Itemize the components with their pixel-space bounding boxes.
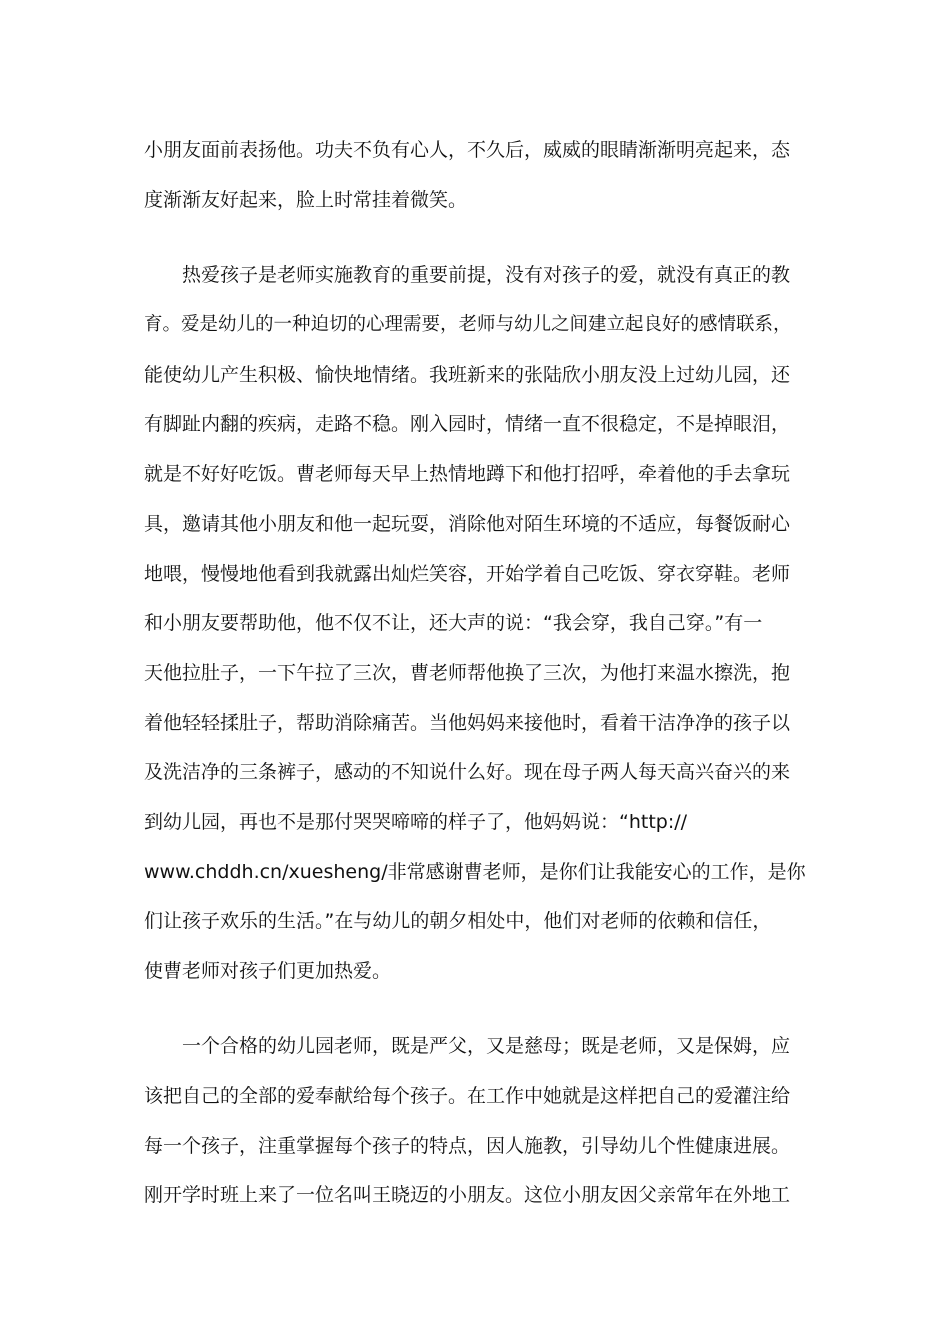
text-line: 育。爱是幼儿的一种迫切的心理需要，老师与幼儿之间建立起良好的感情联系， — [144, 314, 792, 335]
text-line: 们让孩子欢乐的生活。”在与幼儿的朝夕相处中，他们对老师的依赖和信任， — [144, 910, 772, 932]
text-line: 刚开学时班上来了一位名叫王晓迈的小朋友。这位小朋友因父亲常年在外地工 — [144, 1184, 791, 1206]
text-line: 度渐渐友好起来，脸上时常挂着微笑。 — [144, 189, 468, 211]
text-line: 及洗洁净的三条裤子，感动的不知说什么好。现在母子两人每天高兴奋兴的来 — [144, 761, 791, 783]
text-line: www.chddh.cn/xuesheng/非常感谢曹老师，是你们让我能安心的工作，是你 — [144, 861, 806, 883]
text-line: 着他轻轻揉肚子，帮助消除痛苦。当他妈妈来接他时，看着干洁净净的孩子以 — [144, 712, 791, 734]
text-line: 具，邀请其他小朋友和他一起玩耍，消除他对陌生环境的不适应，每餐饭耐心 — [144, 513, 791, 535]
text-line: 热爱孩子是老师实施教育的重要前提，没有对孩子的爱，就没有真正的教 — [182, 264, 791, 286]
text-line: 到幼儿园，再也不是那付哭哭啼啼的样子了，他妈妈说：“http:// — [144, 811, 688, 833]
text-line: 地喂，慢慢地他看到我就露出灿烂笑容，开始学着自己吃饭、穿衣穿鞋。老师 — [144, 563, 791, 585]
text-line: 有脚趾内翻的疾病，走路不稳。刚入园时，情绪一直不很稳定，不是掉眼泪， — [144, 413, 791, 435]
text-line: 天他拉肚子，一下午拉了三次，曹老师帮他换了三次，为他打来温水擦洗，抱 — [144, 662, 791, 684]
text-line: 使曹老师对孩子们更加热爱。 — [144, 960, 392, 982]
text-line: 一个合格的幼儿园老师，既是严父，又是慈母；既是老师，又是保姆，应 — [182, 1035, 791, 1057]
text-line: 和小朋友要帮助他，他不仅不让，还大声的说：“我会穿，我自己穿。”有一 — [144, 612, 763, 634]
text-line: 就是不好好吃饭。曹老师每天早上热情地蹲下和他打招呼，牵着他的手去拿玩 — [144, 463, 791, 485]
text-line: 该把自己的全部的爱奉献给每个孩子。在工作中她就是这样把自己的爱灌注给 — [144, 1085, 791, 1107]
text-line: 每一个孩子，注重掌握每个孩子的特点，因人施教，引导幼儿个性健康进展。 — [144, 1135, 791, 1157]
text-line: 能使幼儿产生积极、愉快地情绪。我班新来的张陆欣小朋友没上过幼儿园，还 — [144, 364, 791, 386]
text-line: 小朋友面前表扬他。功夫不负有心人，不久后，威威的眼睛渐渐明亮起来，态 — [144, 139, 791, 161]
